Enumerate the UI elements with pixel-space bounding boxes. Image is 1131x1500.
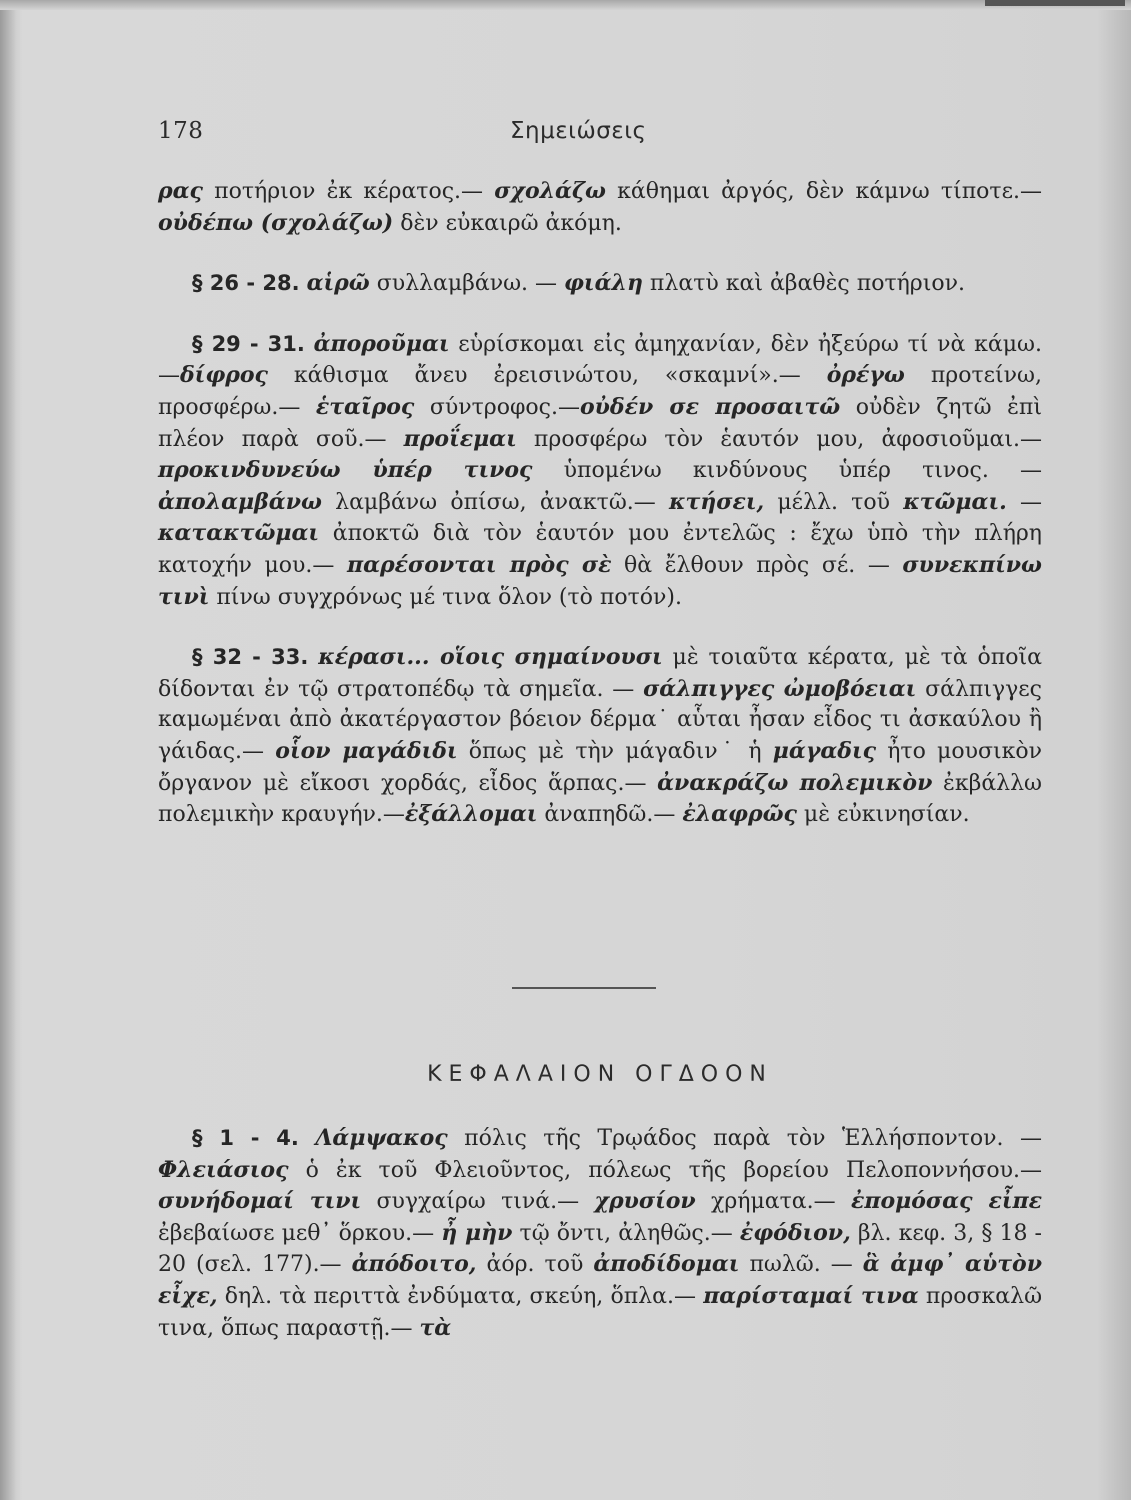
gloss-text: ἀόρ. τοῦ (476, 1252, 594, 1278)
gloss-text: κάθισμα ἄνευ ἐρεισινώτου, «σκαμνί».— (267, 363, 827, 389)
headword: ἐξάλλομαι (404, 801, 538, 828)
headword: αἱρῶ (306, 270, 370, 297)
gloss-text: δηλ. τὰ περιττὰ ἐνδύματα, σκεύη, ὅπλα.— (217, 1283, 704, 1309)
gloss-text: τῷ ὄντι, ἀληθῶς.— (512, 1220, 740, 1246)
note-paragraph (158, 1123, 1042, 1344)
headword: ρας (158, 178, 203, 204)
gloss-text: πωλῶ. — (739, 1252, 863, 1278)
headword: ἃ ἀμφ᾽ αὑτὸν εἶχε, (158, 1251, 1042, 1309)
headword: ἦ μὴν (441, 1219, 513, 1246)
gloss-text: ὅπως μὲ τὴν μάγαδιν˙ ἡ (457, 738, 773, 764)
page-spine-shadow (0, 0, 16, 1500)
headword: σάλπιγγες ὠμοβόειαι (643, 675, 917, 702)
gloss-text (299, 1126, 316, 1151)
headword: προΐεμαι (403, 425, 517, 452)
headword: ἀπολαμβάνω (158, 488, 322, 515)
headword: προκινδυνεύω ὑπέρ τινος (158, 457, 533, 484)
gloss-text: λαμβάνω ὀπίσω, ἀνακτῶ.— (321, 489, 669, 515)
gloss-text: ὑπομένω κινδύνους ὑπέρ τινος. — (532, 458, 1042, 484)
headword: παρέσονται πρὸς σὲ (346, 551, 612, 578)
headword: χρυσίον (594, 1188, 696, 1215)
gloss-text: βλ. κεφ. 3, § 18 - 20 (σελ. 177).— (158, 1220, 1042, 1278)
headword: οἷον μαγάδιδι (275, 737, 458, 764)
headword: κτήσει, (668, 488, 765, 515)
page-top-shadow (0, 0, 1131, 10)
headword: ἐφόδιον, (739, 1219, 851, 1246)
headword: ὀρέγω (826, 362, 905, 389)
gloss-text (308, 645, 318, 670)
headword: Λάμψακος (315, 1125, 448, 1151)
headword: συνεκπίνω τινὶ (158, 551, 1042, 610)
headword: παρίσταμαί τινα (703, 1282, 919, 1309)
gloss-text: ἐβεβαίωσε μεθ᾽ ὅρκου.— (158, 1220, 442, 1246)
headword: ἐλαφρῶς (682, 801, 797, 828)
section-ref: § 1 - 4. (192, 1126, 299, 1150)
gloss-text: μὲ τοιαῦτα κέρατα, μὲ τὰ ὁποῖα δίδονται ἐν τῷ στρατοπέδῳ τὰ σημεῖα. — (158, 645, 1042, 702)
gloss-text: πόλις τῆς Τρῳάδος παρὰ τὸν Ἑλλήσποντον. — (447, 1126, 1042, 1151)
gloss-text: σύντροφος.— (414, 394, 580, 420)
gloss-text: — (1006, 489, 1042, 515)
note-paragraph (158, 642, 1042, 831)
gloss-text: μὲ εὐκινησίαν. (796, 802, 970, 828)
note-paragraph (158, 176, 1042, 239)
gloss-text: ὁ ἐκ τοῦ Φλειοῦντος, πόλεως τῆς βορείου Πελοποννήσου.— (288, 1157, 1042, 1183)
headword: μάγαδις (772, 737, 876, 764)
headword: οὐδέν σε προσαιτῶ (579, 393, 841, 420)
note-paragraph (158, 329, 1042, 613)
headword: συνήδομαί τινι (158, 1188, 362, 1215)
corner-mark (985, 0, 1125, 6)
headword: κτῶμαι. (903, 488, 1007, 515)
chapter-notes-body (158, 1123, 1042, 1373)
chapter-title: ΚΕΦΑΛΑΙΟΝ ΟΓΔΟΟΝ (427, 1062, 773, 1087)
running-header (158, 118, 1038, 154)
running-title: Σημειώσεις (510, 118, 647, 144)
headword: Φλειάσιος (158, 1156, 289, 1183)
headword: ἀποδίδομαι (593, 1251, 740, 1278)
gloss-text: θὰ ἔλθουν πρὸς σέ. — (611, 552, 903, 578)
gloss-text: συλλαμβάνω. — (369, 271, 565, 297)
gloss-text: προσκαλῶ τινα, ὅπως παραστῇ.— (158, 1283, 1043, 1341)
headword: σχολάζω (494, 178, 606, 204)
headword: δίφρος (180, 362, 268, 389)
gloss-text: κάθημαι ἀργός, δὲν κάμνω τίποτε.— (605, 179, 1042, 204)
notes-body (158, 176, 1042, 860)
note-paragraph (158, 268, 1042, 300)
gloss-text: οὐδὲν ζητῶ ἐπὶ πλέον παρὰ σοῦ.— (158, 394, 1042, 452)
headword: κέρασι... οἵοις σημαίνουσι (318, 644, 663, 671)
gloss-text: προτείνω, προσφέρω.— (158, 363, 1042, 420)
gloss-text (300, 271, 307, 296)
gloss-text: ἐκβάλλω πολεμικὴν κραυγήν.— (158, 770, 1042, 828)
gloss-text: σάλπιγγες καμωμέναι ἀπὸ ἀκατέργαστον βόειον δέρμα˙ αὗται ἦσαν εἶδος τι ἀσκαύλου ἢ γάιδας.— (158, 676, 1042, 764)
section-ref: § 26 - 28. (192, 271, 300, 296)
headword: οὐδέπω (σχολάζω) (158, 209, 394, 236)
gloss-text: χρήματα.— (695, 1189, 851, 1215)
gloss-text: πίνω συγχρόνως μέ τινα ὅλον (τὸ ποτόν). (209, 584, 682, 610)
page-number: 178 (158, 118, 204, 144)
headword: τὰ (419, 1314, 452, 1341)
section-divider (512, 987, 656, 989)
headword: φιάλη (564, 270, 643, 297)
gloss-text: προσφέρω τὸν ἑαυτόν μου, ἀφοσιοῦμαι.— (516, 426, 1042, 452)
gloss-text (305, 332, 314, 357)
gloss-text: πλατὺ καὶ ἀβαθὲς ποτήριον. (642, 271, 965, 297)
gloss-text: ἀναπηδῶ.— (537, 802, 683, 828)
headword: ἀπόδοιτο, (351, 1251, 477, 1278)
section-ref: § 29 - 31. (192, 331, 305, 356)
headword: ἀποροῦμαι (313, 330, 450, 357)
gloss-text: δὲν εὐκαιρῶ ἀκόμη. (393, 210, 622, 236)
headword: κατακτῶμαι (158, 520, 320, 547)
headword: ἐπομόσας εἶπε (851, 1188, 1042, 1215)
gloss-text: μέλλ. τοῦ (764, 489, 904, 515)
gloss-text: ποτήριον ἐκ κέρατος.— (202, 179, 495, 204)
gloss-text: συγχαίρω τινά.— (361, 1189, 595, 1215)
headword: ἀνακράζω πολεμικὸν (657, 769, 933, 796)
section-ref: § 32 - 33. (192, 645, 309, 670)
gloss-text: εὑρίσκομαι εἰς ἀμηχανίαν, δὲν ἠξεύρω τί νὰ κάμω.— (158, 331, 1042, 389)
gloss-text: ἦτο μουσικὸν ὄργανον μὲ εἴκοσι χορδάς, εἶδος ἅρπας.— (158, 738, 1042, 796)
headword: ἑταῖρος (315, 393, 415, 420)
gloss-text: ἀποκτῶ διὰ τὸν ἑαυτόν μου ἐντελῶς : ἔχω ὑπὸ τὴν πλήρη κατοχήν μου.— (158, 521, 1042, 578)
